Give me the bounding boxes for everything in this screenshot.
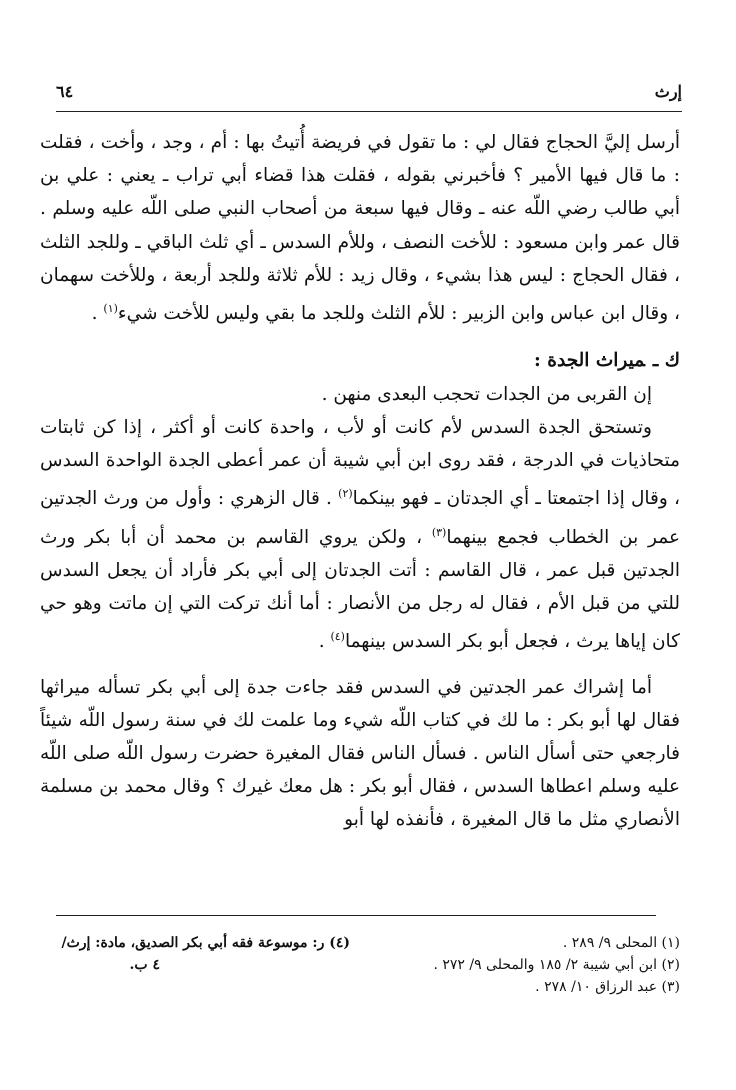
footnote-rule — [56, 915, 656, 916]
header-rule — [56, 111, 682, 112]
page-header — [56, 82, 682, 106]
main-text — [40, 126, 680, 837]
footnote-3: (٣) عبد الرزاق ١٠/ ٢٧٨ . — [535, 979, 680, 995]
footnote-2: (٢) ابن أبي شيبة ٢/ ١٨٥ والمحلى ٩/ ٢٧٢ . — [433, 957, 680, 973]
section-letter: ك ـ — [652, 350, 680, 372]
paragraph-hajjaj: أرسل إليَّ الحجاج فقال لي : ما تقول في فريضة أُتيتُ بها : أم ، وجد ، وأخت ، فقلت : ما قال فيها الأمير ؟ فأخبرني بقوله ، فقلت هذا قضاء أبي تراب ـ يعني : علي بن أبي طالب رضي اللّه عنه ـ وقال فيها سبعة من أصحاب النبي صلى اللّه عليه وسلم . قال عمر وابن مسعود : للأخت النصف ، وللأم السدس ـ أي ثلث الباقي ـ وللجد الثلث ، فقال الحجاج : ليس هذا بشيء ، وقال زيد : للأم ثلاثة وللجد أربعة ، وللأخت سهمان ، وقال ابن عباس وابن الزبير : للأم الثلث وللجد ما بقي وليس للأخت شيء$^{(١)}$ . — [40, 132, 680, 325]
footnote-ref-3: (٣) — [431, 525, 447, 539]
running-title: إرث — [654, 82, 682, 101]
footnote-1: (١) المحلى ٩/ ٢٨٩ . — [562, 935, 680, 951]
paragraph-rule: إن القربى من الجدات تحجب البعدى منهن . — [321, 383, 652, 405]
paragraph-grandmother-share: وتستحق الجدة السدس لأم كانت أو لأب ، واحدة كانت أو أكثر ، إذا كن ثابتات متحاذيات في الدرجة ، فقد روى ابن أبي شيبة أن عمر أعطى الجدة الواحدة السدس ، وقال إذا اجتمعتا ـ أي الجدتان ـ فهو بينكما$^{(٢)}$ . قال الزهري : وأول من ورث الجدتين عمر بن الخطاب فجمع بينهما$^{(٣)}$ ، ولكن يروي القاسم بن محمد أن أبا بكر ورث الجدتين قبل عمر ، قال القاسم : أتت الجدتان إلى أبي بكر فأراد أن يجعل السدس للتي من قبل الأم ، فقال له رجل من الأنصار : أما أنك تركت التي إن ماتت وهو حي كان إياها يرث ، فجعل أبو بكر السدس بينهما$^{(٤)}$ . — [40, 416, 680, 653]
footnote-ref-1: (١) — [103, 302, 118, 316]
page-number: ٦٤ — [56, 82, 74, 101]
section-title: ميراث الجدة : — [534, 350, 645, 372]
footnote-ref-2: (٢) — [338, 487, 353, 501]
footnote-ref-4: (٤) — [330, 630, 345, 644]
footnotes-column-left — [40, 932, 350, 976]
footnote-4: (٤) ر: موسوعة فقه أبي بكر الصديق، مادة: إرث/ — [61, 935, 350, 951]
footnotes-column-right — [370, 932, 680, 998]
section-heading — [40, 344, 680, 377]
footnote-4-continuation: ٤ ب. — [129, 957, 160, 973]
paragraph-umar-sharing: أما إشراك عمر الجدتين في السدس فقد جاءت جدة إلى أبي بكر تسأله ميراثها فقال لها أبو بكر : ما لك في كتاب اللّه شيء وما علمت لك في سنة رسول اللّه شيئاً فارجعي حتى أسأل الناس . فسأل الناس فقال المغيرة حضرت رسول اللّه صلى اللّه عليه وسلم اعطاها السدس ، فقال أبو بكر : هل معك غيرك ؟ وقال محمد بن مسلمة الأنصاري مثل ما قال المغيرة ، فأنفذه لها أبو — [40, 676, 680, 831]
